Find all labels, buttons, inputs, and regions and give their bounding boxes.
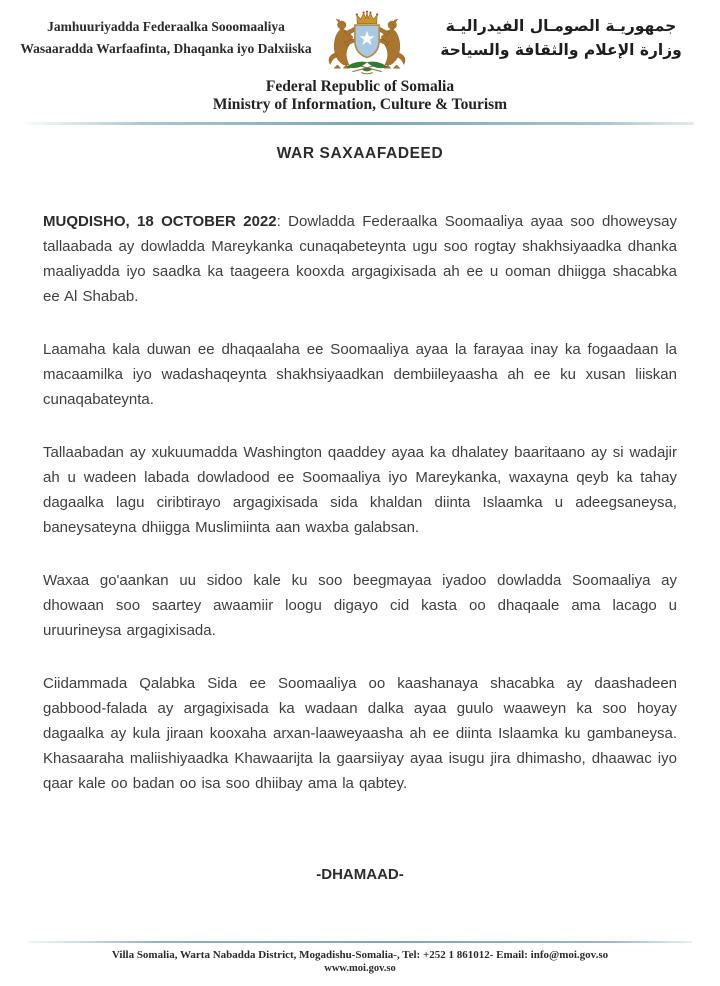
footer-divider-line <box>28 941 692 943</box>
arabic-republic-line: جمهوريـة الصومـال الفيدراليـة <box>445 17 677 35</box>
paragraph-4: Waxaa go'aankan uu sidoo kale ku soo beegmayaa iyadoo dowladda Soomaaliya ay dhowaan soo saartey awaamiir loogu digayo cid kasta oo dhaqaale ama lacago u uruurineysa argagixisada. <box>43 571 677 639</box>
somali-republic-line: Jamhuuriyadda Federaalka Sooomaaliya <box>47 19 285 34</box>
english-republic-line: Federal Republic of Somalia <box>265 78 455 95</box>
footer-address: Villa Somalia, Warta Nabadda District, Mogadishu-Somalia-, Tel: +252 1 861012- Email: info@moi.gov.so <box>111 949 609 961</box>
paragraph-3: Tallaabadan ay xukuumadda Washington qaaddey ayaa ka dhalatey baaritaano ay si wadajir ah u wadeen labada dowladood ee Soomaaliya iyo Mareykanka, waxayna qeyb ka tahay dagaalka lagu ciribtirayo argagixisada sida khaldan diinta Islaamka u adeegsaneysa, baneysateyna dhiigga Muslimiinta aan waxba galabsan. <box>43 443 677 536</box>
somali-ministry-line: Wasaaradda Warfaafinta, Dhaqanka iyo Dalxiiska <box>20 40 312 56</box>
dateline: MUQDISHO, 18 OCTOBER 2022 <box>43 212 277 230</box>
letterhead <box>0 0 720 76</box>
dateline-separator: : <box>276 212 289 230</box>
paragraph-5: Ciidammada Qalabka Sida ee Soomaaliya oo kaashanaya shacabka ay daashadeen gabbood-falada ay argagixisada ka wadaan dalka ayaa guulo waaweyn ka soo hoyay dagaalka ay kula jiraan kooxaha arxan-laaweyaasha ah ee diinta Islaamka ku gambaneysa. Khasaaraha maliishiyaadka Khawaarijta la gaarsiiyay ayaa isugu jira dhimasho, dhaawac iyo qaar kale oo badan oo isa soo dhiibay ama la qabtey. <box>43 674 677 792</box>
arabic-ministry-line: وزارة الإعلام والثقافة والسياحة <box>440 41 682 60</box>
arabic-ministry-name <box>418 14 704 62</box>
english-ministry-line: Ministry of Information, Culture & Tourism <box>212 96 508 114</box>
document-body <box>0 209 720 887</box>
footer-website: www.moi.gov.so <box>324 963 396 974</box>
page-title: WAR SAXAAFADEED <box>276 144 444 162</box>
paragraph-2: Laamaha kala duwan ee dhaqaalaha ee Soomaaliya ayaa la farayaa inay ka fogaadaan la macaamilka iyo wadashaqeynta shakhsiyaadkan dembiileyaasha ah ee ku xusan liiskan cunaqabateynta. <box>43 340 677 408</box>
english-ministry-name <box>0 78 720 115</box>
somalia-coat-of-arms-icon <box>317 10 417 76</box>
somali-ministry-name <box>16 16 316 59</box>
paragraph-dateline <box>43 209 677 309</box>
paragraph-1-text: Dowladda Federaalka Soomaaliya ayaa soo dhoweysay tallaabada ay dowladda Mareykanka cunaqabeteynta ugu soo rogtay shakhsiyaadka dhanka maaliyadda iyo saadka ka taageera kooxda argagixisada ah ee u ooman dhiigga shacabka ee Al Shabab. <box>43 212 677 305</box>
footer <box>0 941 720 974</box>
closing-marker: -DHAMAAD- <box>316 865 404 883</box>
header-divider-line <box>26 122 694 125</box>
